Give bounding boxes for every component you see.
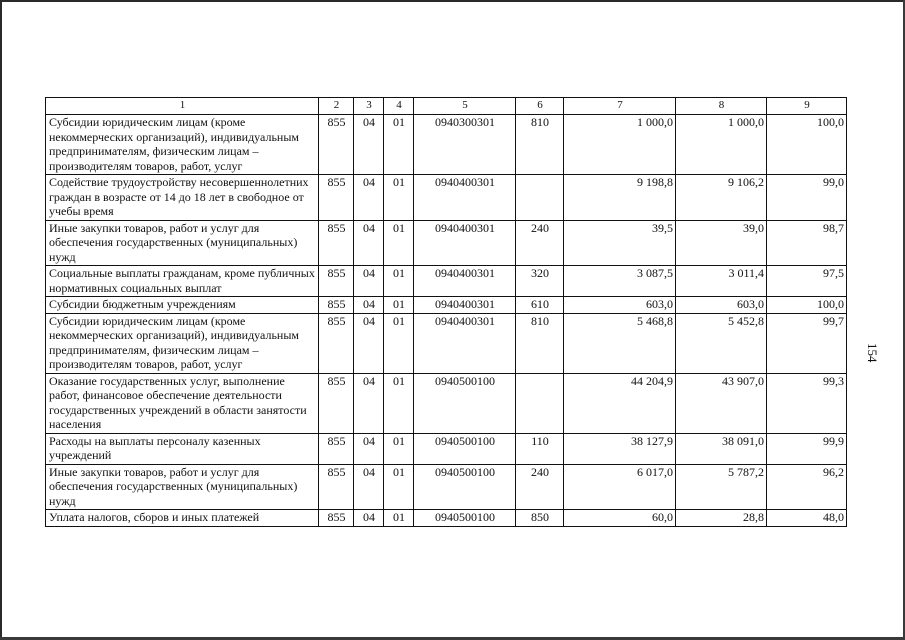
row-expense-type — [516, 175, 564, 221]
row-value-7: 44 204,9 — [564, 373, 676, 433]
row-value-7: 603,0 — [564, 297, 676, 314]
row-value-7: 1 000,0 — [564, 115, 676, 175]
row-section: 04 — [354, 510, 384, 527]
row-subsection: 01 — [384, 464, 414, 510]
row-expense-type — [516, 373, 564, 433]
row-value-7: 60,0 — [564, 510, 676, 527]
table-header-row — [46, 98, 847, 115]
header-col-9: 9 — [767, 98, 847, 115]
row-section: 04 — [354, 464, 384, 510]
row-section: 04 — [354, 297, 384, 314]
row-expense-type: 240 — [516, 464, 564, 510]
row-target-article: 0940300301 — [414, 115, 516, 175]
row-section: 04 — [354, 433, 384, 464]
row-subsection: 01 — [384, 115, 414, 175]
row-target-article: 0940400301 — [414, 175, 516, 221]
row-expense-type: 850 — [516, 510, 564, 527]
row-value-9: 99,9 — [767, 433, 847, 464]
table-row — [46, 266, 847, 297]
row-ministry-code: 855 — [319, 464, 354, 510]
row-value-9: 98,7 — [767, 220, 847, 266]
row-value-9: 99,0 — [767, 175, 847, 221]
row-section: 04 — [354, 220, 384, 266]
table-row — [46, 115, 847, 175]
row-target-article: 0940400301 — [414, 220, 516, 266]
row-expense-type: 810 — [516, 115, 564, 175]
row-ministry-code: 855 — [319, 297, 354, 314]
row-name: Содействие трудоустройству несовершеннолетних граждан в возрасте от 14 до 18 лет в свободное от учебы время — [46, 175, 319, 221]
row-subsection: 01 — [384, 313, 414, 373]
row-subsection: 01 — [384, 220, 414, 266]
row-target-article: 0940500100 — [414, 464, 516, 510]
header-col-2: 2 — [319, 98, 354, 115]
row-name: Социальные выплаты гражданам, кроме публичных нормативных социальных выплат — [46, 266, 319, 297]
row-value-9: 99,7 — [767, 313, 847, 373]
row-ministry-code: 855 — [319, 115, 354, 175]
table-row — [46, 510, 847, 527]
row-section: 04 — [354, 266, 384, 297]
table-row — [46, 373, 847, 433]
row-value-8: 38 091,0 — [676, 433, 767, 464]
budget-table — [45, 97, 847, 527]
table-row — [46, 220, 847, 266]
row-ministry-code: 855 — [319, 313, 354, 373]
row-value-8: 5 452,8 — [676, 313, 767, 373]
row-target-article: 0940400301 — [414, 297, 516, 314]
row-section: 04 — [354, 115, 384, 175]
row-value-7: 5 468,8 — [564, 313, 676, 373]
row-section: 04 — [354, 313, 384, 373]
row-subsection: 01 — [384, 266, 414, 297]
header-col-6: 6 — [516, 98, 564, 115]
row-ministry-code: 855 — [319, 510, 354, 527]
row-value-7: 3 087,5 — [564, 266, 676, 297]
row-value-7: 9 198,8 — [564, 175, 676, 221]
row-value-9: 99,3 — [767, 373, 847, 433]
row-value-9: 48,0 — [767, 510, 847, 527]
row-expense-type: 110 — [516, 433, 564, 464]
scan-border-top — [0, 0, 905, 2]
table-row — [46, 464, 847, 510]
row-value-8: 28,8 — [676, 510, 767, 527]
row-value-7: 38 127,9 — [564, 433, 676, 464]
header-col-8: 8 — [676, 98, 767, 115]
row-name: Субсидии юридическим лицам (кроме некоммерческих организаций), индивидуальным предпринимателям, физическим лицам – производителям товаров, работ, услуг — [46, 313, 319, 373]
row-value-8: 5 787,2 — [676, 464, 767, 510]
row-ministry-code: 855 — [319, 373, 354, 433]
row-value-8: 1 000,0 — [676, 115, 767, 175]
row-name: Субсидии бюджетным учреждениям — [46, 297, 319, 314]
row-value-7: 6 017,0 — [564, 464, 676, 510]
header-col-5: 5 — [414, 98, 516, 115]
row-name: Субсидии юридическим лицам (кроме некоммерческих организаций), индивидуальным предпринимателям, физическим лицам – производителям товаров, работ, услуг — [46, 115, 319, 175]
row-target-article: 0940400301 — [414, 313, 516, 373]
row-value-8: 43 907,0 — [676, 373, 767, 433]
row-target-article: 0940500100 — [414, 510, 516, 527]
table-row — [46, 175, 847, 221]
row-expense-type: 810 — [516, 313, 564, 373]
row-value-8: 3 011,4 — [676, 266, 767, 297]
row-value-9: 96,2 — [767, 464, 847, 510]
table-row — [46, 313, 847, 373]
row-value-7: 39,5 — [564, 220, 676, 266]
page-number: 154 — [865, 343, 880, 363]
row-value-8: 9 106,2 — [676, 175, 767, 221]
table-row — [46, 433, 847, 464]
row-expense-type: 320 — [516, 266, 564, 297]
row-name: Оказание государственных услуг, выполнение работ, финансовое обеспечение деятельности государственных учреждений в области занятости населения — [46, 373, 319, 433]
row-expense-type: 610 — [516, 297, 564, 314]
row-name: Расходы на выплаты персоналу казенных учреждений — [46, 433, 319, 464]
row-value-8: 603,0 — [676, 297, 767, 314]
row-value-8: 39,0 — [676, 220, 767, 266]
header-col-7: 7 — [564, 98, 676, 115]
row-subsection: 01 — [384, 510, 414, 527]
row-section: 04 — [354, 175, 384, 221]
row-ministry-code: 855 — [319, 433, 354, 464]
row-value-9: 97,5 — [767, 266, 847, 297]
row-section: 04 — [354, 373, 384, 433]
header-col-1: 1 — [46, 98, 319, 115]
table-row — [46, 297, 847, 314]
row-ministry-code: 855 — [319, 220, 354, 266]
row-subsection: 01 — [384, 373, 414, 433]
row-subsection: 01 — [384, 433, 414, 464]
row-value-9: 100,0 — [767, 297, 847, 314]
row-subsection: 01 — [384, 297, 414, 314]
scan-border-left — [0, 0, 2, 640]
row-target-article: 0940500100 — [414, 433, 516, 464]
row-ministry-code: 855 — [319, 175, 354, 221]
row-target-article: 0940500100 — [414, 373, 516, 433]
row-name: Уплата налогов, сборов и иных платежей — [46, 510, 319, 527]
row-value-9: 100,0 — [767, 115, 847, 175]
row-subsection: 01 — [384, 175, 414, 221]
row-expense-type: 240 — [516, 220, 564, 266]
row-name: Иные закупки товаров, работ и услуг для обеспечения государственных (муниципальных) нужд — [46, 220, 319, 266]
row-target-article: 0940400301 — [414, 266, 516, 297]
header-col-3: 3 — [354, 98, 384, 115]
row-ministry-code: 855 — [319, 266, 354, 297]
header-col-4: 4 — [384, 98, 414, 115]
row-name: Иные закупки товаров, работ и услуг для обеспечения государственных (муниципальных) нужд — [46, 464, 319, 510]
